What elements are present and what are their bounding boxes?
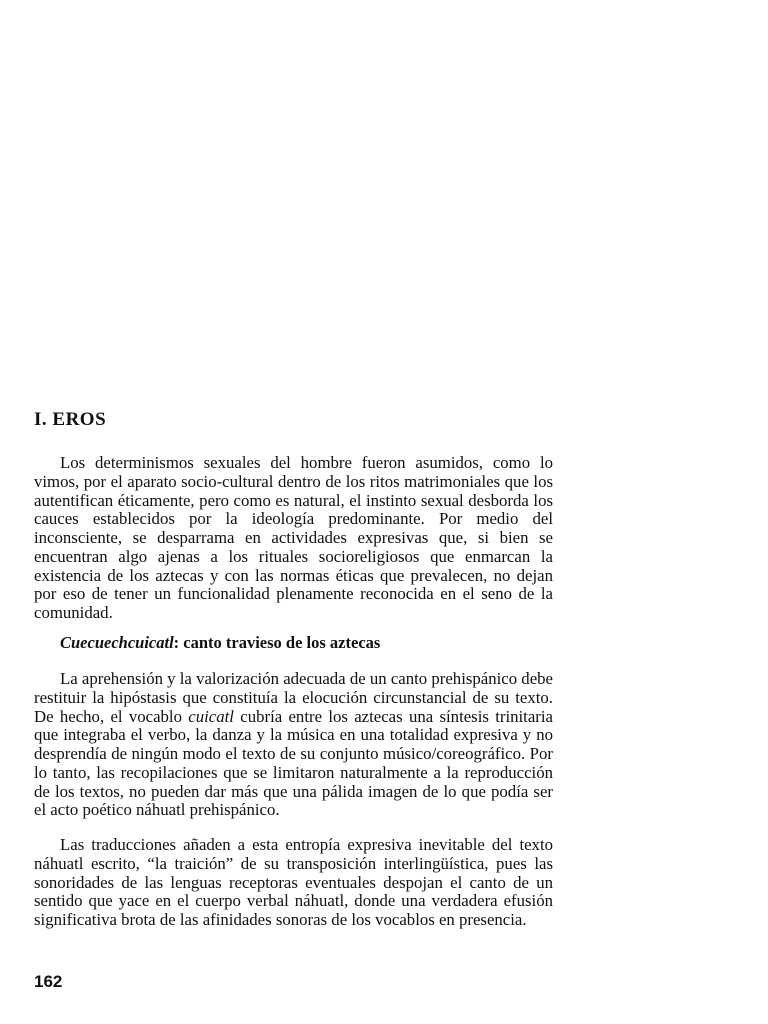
section-title-italic: Cuecuechcuicatl [60, 633, 174, 652]
paragraph-cuicatl-part1: La aprehensión y la valorización adecuada de un canto prehispánico debe restituir la hipóstasis que constituía la elocución circunstancial de su texto. De hecho, el vocablo [34, 669, 553, 726]
section-title [60, 633, 380, 653]
term-cuicatl: cuicatl [188, 706, 234, 726]
section-title-rest: : canto travieso de los aztecas [173, 633, 381, 652]
chapter-title: I. EROS [34, 409, 107, 430]
paragraph-translations: Las traducciones añaden a esta entropía expresiva inevitable del texto náhuatl escrito, “la traición” de su transposición interlingüística, pues las sonoridades de las lenguas receptoras eventuales despojan el canto de un sentido que yace en el cuerpo verbal náhuatl, donde una verdadera efusión significativa brota de las afinidades sonoras de los vocablos en presencia. [34, 835, 553, 929]
paragraph-intro: Los determinismos sexuales del hombre fueron asumidos, como lo vimos, por el aparato socio-cultural dentro de los ritos matrimoniales que los autentifican éticamente, pero como es natural, el instinto sexual desborda los cauces establecidos por la ideología predominante. Por medio del inconsciente, se desparrama en actividades expresivas que, si bien se encuentran algo ajenas a los rituales socioreligiosos que enmarcan la existencia de los aztecas y con las normas éticas que prevalecen, no dejan por eso de tener un funcionalidad plenamente reconocida en el seno de la comunidad. [34, 453, 553, 622]
paragraph-cuicatl-part2: cubría entre los aztecas una síntesis trinitaria que integraba el verbo, la danza y la música en una totalidad expresiva y no desprendía de ningún modo el texto de su conjunto músico/coreográfico. Por lo tanto, las recopilaciones que se limitaron naturalmente a la reproducción de los textos, no pueden dar más que una pálida imagen de lo que podía ser el acto poético náhuatl prehispánico. [34, 706, 553, 820]
paragraph-cuicatl [34, 670, 553, 820]
page-number: 162 [34, 972, 63, 991]
